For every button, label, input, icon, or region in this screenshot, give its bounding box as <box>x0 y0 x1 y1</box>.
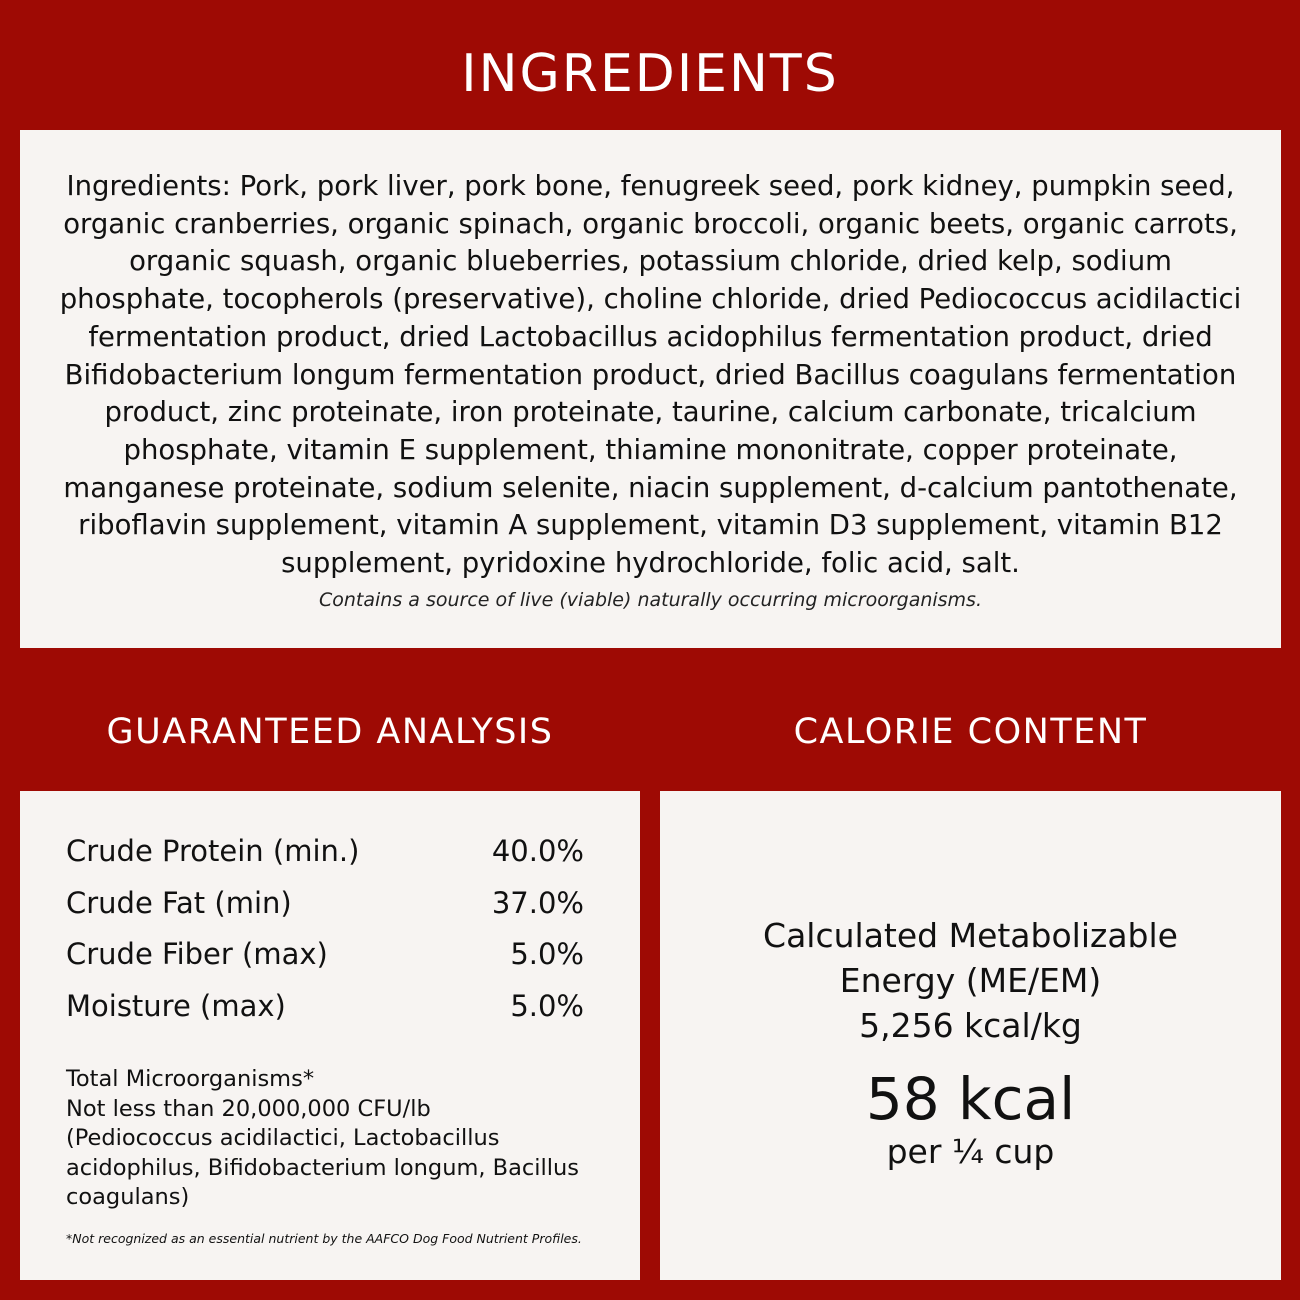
microorganisms-title: Total Microorganisms* <box>66 1066 315 1092</box>
analysis-label: Crude Fat (min) <box>66 885 292 920</box>
microorganism-note: Contains a source of live (viable) naturally occurring microorganisms. <box>318 588 982 611</box>
ingredients-text: Ingredients: Pork, pork liver, pork bone, fenugreek seed, pork kidney, pumpkin seed, organic cranberries, organic spinach, organic broccoli, organic beets, organic carrots, organic squash, organic blueberries, potassium chloride, dried kelp, sodium phosphate, tocopherols (preservative), choline chloride, dried Pediococcus acidilactici fermentation product, dried Lactobacillus acidophilus fermentation product, dried Bifidobacterium longum fermentation product, dried Bacillus coagulans fermentation product, zinc proteinate, iron proteinate, taurine, calcium carbonate, tricalcium phosphate, vitamin E supplement, thiamine mononitrate, copper proteinate, manganese proteinate, sodium selenite, niacin supplement, d-calcium pantothenate, riboflavin supplement, vitamin A supplement, vitamin D3 supplement, vitamin B12 supplement, pyridoxine hydrochloride, folic acid, salt. <box>59 170 1242 580</box>
calorie-content-heading: CALORIE CONTENT <box>793 712 1148 752</box>
microorganisms-block <box>66 1065 584 1213</box>
analysis-label: Crude Fiber (max) <box>66 937 328 971</box>
ingredients-panel <box>20 130 1281 648</box>
analysis-row <box>66 986 584 1038</box>
serving-size: per ¼ cup <box>886 1132 1055 1171</box>
guaranteed-analysis-heading: GUARANTEED ANALYSIS <box>106 712 554 752</box>
analysis-value: 37.0% <box>491 885 584 920</box>
ingredients-heading: INGREDIENTS <box>461 44 839 104</box>
calorie-per-serving: 58 kcal <box>865 1065 1076 1133</box>
analysis-row <box>66 883 584 935</box>
microorganisms-text: Not less than 20,000,000 CFU/lb (Pediococcus acidilactici, Lactobacillus acidophilus, Bifidobacterium longum, Bacillus coagulans) <box>66 1095 580 1210</box>
analysis-row <box>66 831 584 883</box>
analysis-row <box>66 934 584 986</box>
analysis-value: 5.0% <box>510 937 584 971</box>
calorie-content-panel <box>660 791 1281 1280</box>
calorie-line-2: Energy (ME/EM) <box>839 961 1102 1000</box>
analysis-value: 5.0% <box>510 988 584 1023</box>
aafco-footnote: *Not recognized as an essential nutrient by the AAFCO Dog Food Nutrient Profiles. <box>66 1231 582 1246</box>
calorie-per-kg: 5,256 kcal/kg <box>859 1006 1082 1045</box>
calorie-line-1: Calculated Metabolizable <box>763 916 1178 955</box>
analysis-value: 40.0% <box>491 834 584 868</box>
analysis-label: Crude Protein (min.) <box>66 834 360 868</box>
guaranteed-analysis-panel <box>20 791 640 1280</box>
analysis-label: Moisture (max) <box>66 988 286 1023</box>
